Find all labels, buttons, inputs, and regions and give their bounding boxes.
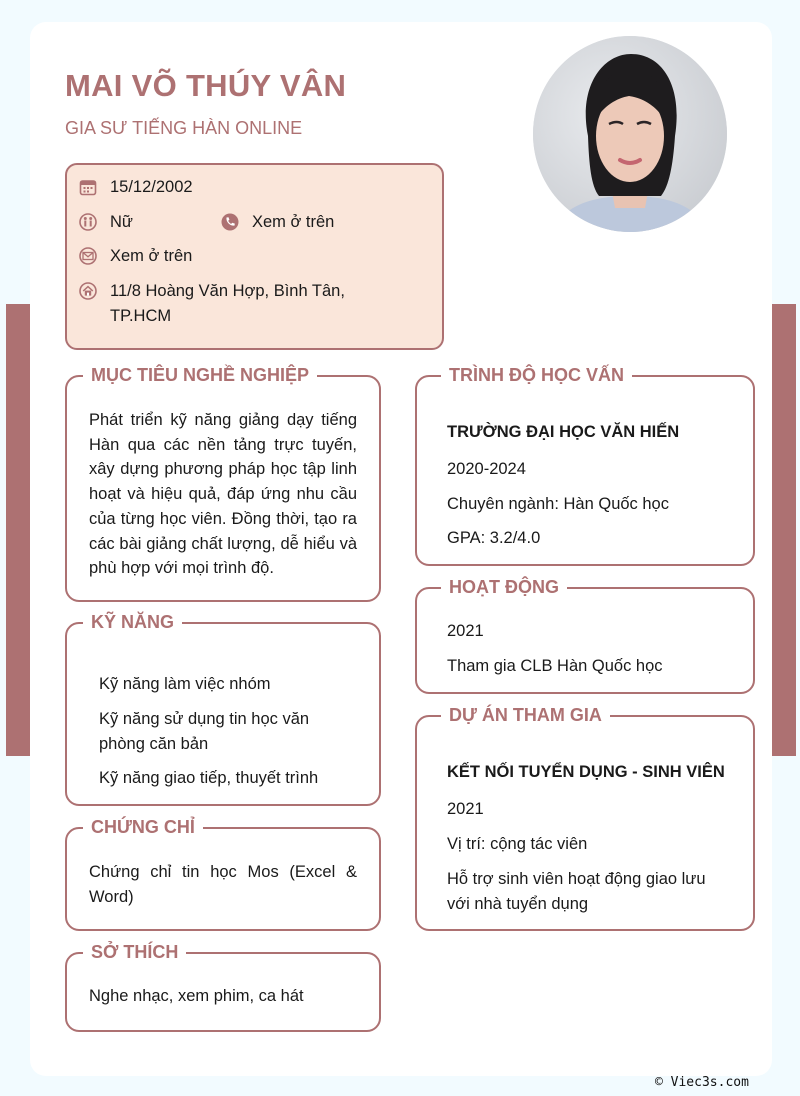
activities-title: HOẠT ĐỘNG — [441, 575, 567, 599]
objective-title: MỤC TIÊU NGHỀ NGHIỆP — [83, 363, 317, 387]
skill-item: Kỹ năng giao tiếp, thuyết trình — [99, 769, 319, 787]
hobbies-section — [65, 942, 381, 1032]
right-accent-band — [772, 304, 796, 756]
objective-section — [65, 365, 381, 602]
skill-item: Kỹ năng sử dụng tin học văn phòng căn bản — [99, 710, 310, 753]
certificates-title: CHỨNG CHỈ — [83, 815, 203, 839]
address-text: 11/8 Hoàng Văn Hợp, Bình Tân, TP.HCM — [110, 282, 345, 325]
gender-icon — [79, 213, 97, 231]
avatar — [533, 36, 727, 232]
contact-box — [65, 163, 444, 350]
projects-section — [415, 705, 755, 931]
project-description: Hỗ trợ sinh viên hoạt động giao lưu với nhà tuyển dụng — [447, 870, 706, 913]
education-gpa: GPA: 3.2/4.0 — [447, 529, 541, 547]
gender-text: Nữ — [110, 213, 133, 231]
calendar-icon — [79, 178, 97, 196]
education-title: TRÌNH ĐỘ HỌC VẤN — [441, 363, 632, 387]
skills-title: KỸ NĂNG — [83, 610, 182, 634]
skills-list — [89, 624, 357, 804]
email-text: Xem ở trên — [110, 247, 193, 265]
certificates-section — [65, 817, 381, 931]
projects-title: DỰ ÁN THAM GIA — [441, 703, 610, 727]
phone-icon — [221, 213, 239, 231]
project-name: KẾT NỐI TUYỂN DỤNG - SINH VIÊN — [447, 763, 725, 781]
watermark: © Viec3s.com — [655, 1075, 749, 1090]
education-major: Chuyên ngành: Hàn Quốc học — [447, 495, 669, 513]
project-role: Vị trí: cộng tác viên — [447, 835, 588, 853]
left-accent-band — [6, 304, 30, 756]
activity-text: Tham gia CLB Hàn Quốc học — [447, 657, 663, 675]
hobbies-title: SỞ THÍCH — [83, 940, 186, 964]
project-year: 2021 — [447, 800, 484, 818]
certificates-text: Chứng chỉ tin học Mos (Excel & Word) — [89, 863, 357, 906]
candidate-name: MAI VÕ THÚY VÂN — [65, 68, 347, 103]
hobbies-text: Nghe nhạc, xem phim, ca hát — [89, 987, 304, 1005]
home-icon — [79, 282, 97, 300]
education-years: 2020-2024 — [447, 460, 526, 478]
mail-icon — [79, 247, 97, 265]
birthday-text: 15/12/2002 — [110, 178, 193, 196]
skills-section — [65, 612, 381, 806]
job-title: GIA SƯ TIẾNG HÀN ONLINE — [65, 118, 303, 138]
skill-item: Kỹ năng làm việc nhóm — [99, 675, 271, 693]
school-name: TRƯỜNG ĐẠI HỌC VĂN HIẾN — [447, 423, 680, 441]
phone-text: Xem ở trên — [252, 213, 335, 231]
objective-text: Phát triển kỹ năng giảng dạy tiếng Hàn qua các nền tảng trực tuyến, xây dựng phương pháp học tập linh hoạt và hiệu quả, đáp ứng nhu cầu của từng học viên. Đồng thời, tạo ra các bài giảng chất lượng, dễ hiểu và phù hợp với mọi trình độ. — [89, 411, 357, 578]
portrait-photo — [533, 36, 727, 232]
education-section — [415, 365, 755, 566]
activities-section — [415, 577, 755, 694]
activity-year: 2021 — [447, 622, 484, 640]
